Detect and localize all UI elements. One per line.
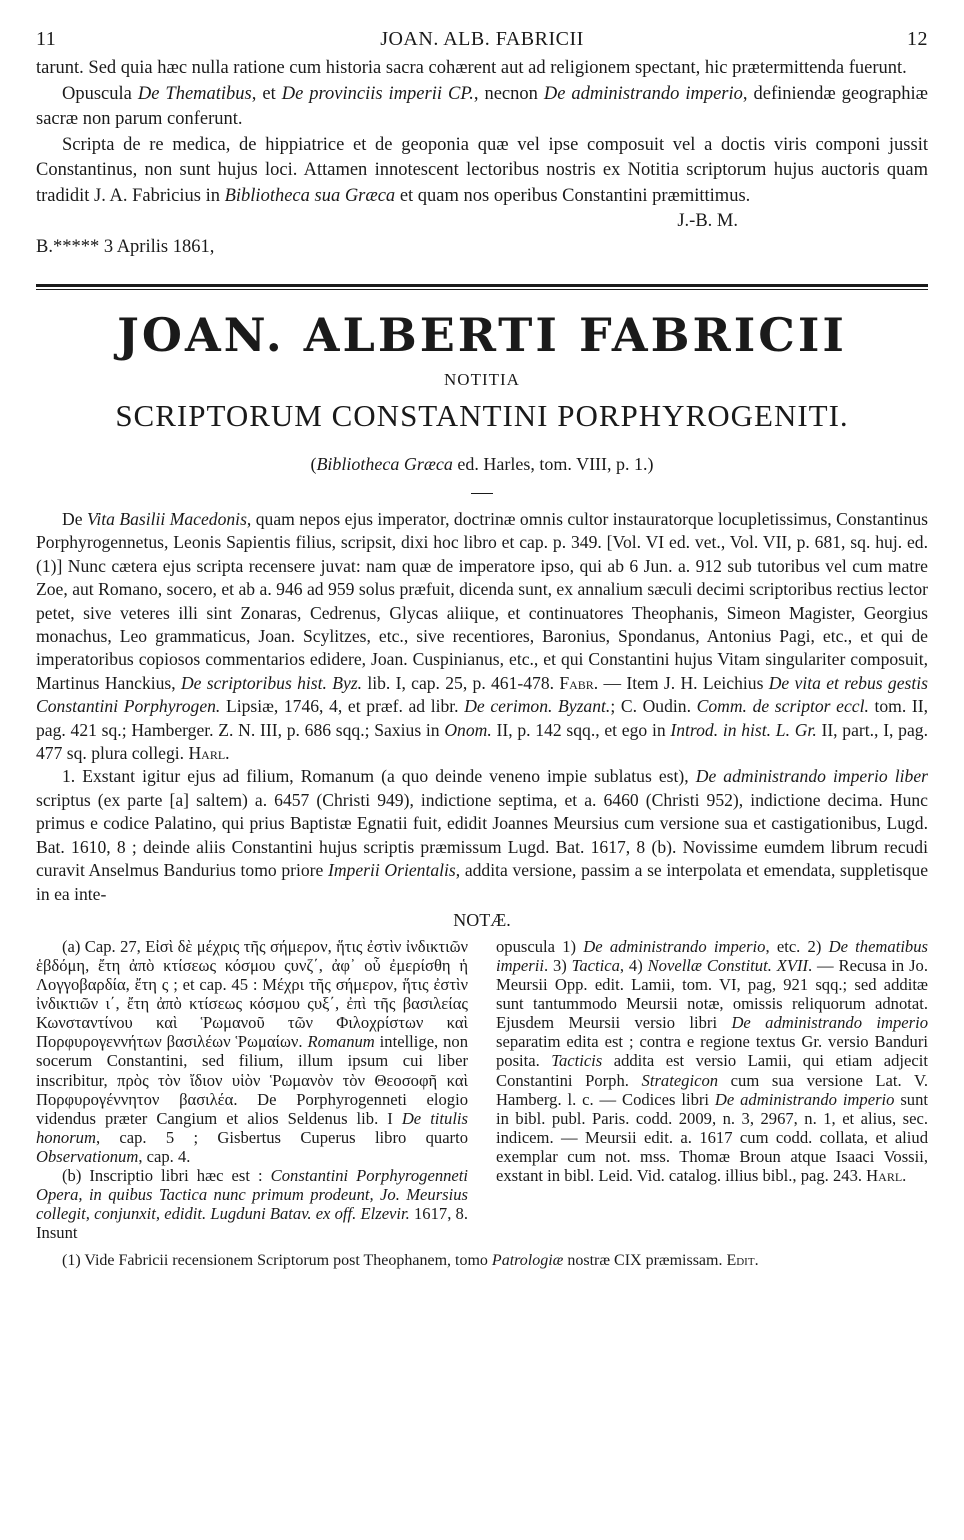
note-b-continued: opuscula 1) De administrando imperio, etc. 2) De thematibus imperii. 3) Tactica, 4) Novellæ Constitut. XVII. — Recusa in Jo. Meursii Opp. edit. Lamii, tom. VI, pag, 921 sqq.; sed additæ sunt tantummodo Meursii notæ, omissis reliquorum adnotat. Ejusdem Meursii versio libri De administrando imperio separatim edita est ; contra e regione textus Gr. versio Banduri posita. Tacticis addita est versio Lamii, qui etiam adjecit Constantini Porph. Strategicon cum sua versione Lat. V. Hamberg. l. c. — Codices libri De administrando imperio sunt in bibl. publ. Paris. codd. 2009, n. 3, 2967, n. 1, et alius, sec. indicem. — Meursii edit. a. 1617 cum codd. collata, et aliud exemplar cum not. mss. Thomæ Broun atque Isaaci Vossii, exstant in bibl. Leid. Vid. catalog. illius bibl., pag. 243. Harl.	[496, 936, 929, 1186]
notes-right-column	[496, 937, 928, 1243]
notes-columns	[36, 937, 928, 1243]
page-number-left: 11	[36, 28, 57, 50]
intro-paragraph-2: Opuscula De Thematibus, et De provinciis imperii CP., necnon De administrando imperio, definiendæ geographiæ sacræ non parum conferunt.	[36, 83, 928, 129]
intro-text	[36, 56, 928, 260]
document-page	[36, 28, 928, 1270]
main-text	[36, 508, 928, 906]
title-rule-thin	[36, 289, 928, 290]
note-a: (a) Cap. 27, Εἰσὶ δὲ μέχρις τῆς σήμερον, ἥτις ἐστὶν ἰνδικτιῶν ἑβδόμη, ἔτη ἀπὸ κτίσεως κόσμου ςυνζ΄, ἀφ᾽ οὗ ἐμερίσθη ἡ Λογγοβαρδία, ἔτη ς ; et cap. 45 : Μέχρι τῆς σήμερον, ἥτις ἐστὶν ἰνδικτιῶν ι΄, ἔτη ἀπὸ κτίσεως κόσμου ςυξ΄, ἐπὶ τῆς βασιλείας Κωνσταντίνου καὶ Ῥωμανοῦ τῶν Φιλοχρίστων καὶ Πορφυρογεννήτων βασιλέων Ῥωμαίων. Romanum intellige, non socerum Constantini, sed filium, illum ipsum cui liber inscribitur, πρὸς τὸν ἴδιον υἱὸν Ῥωμανὸν τὸν Θεοσοφῆ καὶ Πορφυρογέννητον βασιλέα. De Porphyrogenneti elogio videndus præter Cangium et alios Seldenus lib. I De titulis honorum, cap. 5 ; Gisbertus Cuperus libro quarto Observationum, cap. 4.	[36, 936, 468, 1166]
page-number-right: 12	[907, 28, 928, 50]
section-dash	[471, 493, 493, 494]
notes-left-column	[36, 937, 468, 1243]
signature: J.-B. M.	[677, 211, 738, 231]
dateline: B.***** 3 Aprilis 1861,	[36, 236, 215, 257]
work-notitia: NOTITIA	[444, 370, 520, 389]
intro-paragraph-1: tarunt. Sed quia hæc nulla ratione cum historia sacra cohærent aut ad religionem spectant, hic prætermittenda fuerunt.	[36, 58, 907, 78]
notes-heading: NOTÆ.	[453, 909, 511, 930]
source-citation: (Bibliotheca Græca ed. Harles, tom. VIII, p. 1.)	[310, 454, 654, 474]
running-title: JOAN. ALB. FABRICII	[380, 28, 584, 50]
intro-paragraph-3: Scripta de re medica, de hippiatrice et de geoponia quæ vel ipse composuit vel a doctis viris componi jussit Constantinus, non sunt hujus loci. Attamen innotescent lectoribus nostris ex Notitia scriptorum hujus auctoris quam tradidit J. A. Fabricius in Bibliotheca sua Græca et quam nos operibus Constantini præmittimus.	[36, 134, 928, 206]
work-title: JOAN. ALBERTI FABRICII	[117, 308, 847, 362]
work-subtitle: SCRIPTORUM CONSTANTINI PORPHYROGENITI.	[115, 398, 849, 433]
note-b: (b) Inscriptio libri hæc est : Constantini Porphyrogenneti Opera, in quibus Tactica nunc primum prodeunt, Jo. Meursius collegit, conjunxit, edidit. Lugduni Batav. ex off. Elzevir. 1617, 8. Insunt	[36, 1166, 469, 1243]
main-paragraph-1: De Vita Basilii Macedonis, quam nepos ejus imperator, doctrinæ omnis cultor instauratorque locupletissimus, Constantinus Porphyrogennetus, Leonis Sapientis filius, scripsit, dixi hoc libro et cap. p. 349. [Vol. VI ed. vet., Vol. VII, p. 681, sq. huj. ed. (1)] Nunc cætera ejus scripta recensere juvat: nam quæ de imperatore ipso, qui ab 6 Jun. a. 912 sub tutoribus vel cum matre Zoe, aut Romano, socero, et ab a. 946 ad 959 solus præfuit, dicenda sunt, ex annalium sæculi decimi scriptoribus rectius lector petet, sive veteres illi sint Zonaras, Cedrenus, Glycas aliique, et continuatores Theophanis, Simeon Magister, Georgius monachus, Leo grammaticus, Joan. Scylitzes, etc., sive recentiores, Baronius, Spondanus, Antonius Pagi, etc., et qui de imperatoribus copiosos commentarios edidere, Joan. Cuspinianus, etc., et qui Constantini hujus Vitam singulariter composuit, Martinus Hanckius, De scriptoribus hist. Byz. lib. I, cap. 25, p. 461-478. Fabr. — Item J. H. Leichius De vita et rebus gestis Constantini Porphyrogen. Lipsiæ, 1746, 4, et præf. ad libr. De cerimon. Byzant.; C. Oudin. Comm. de scriptor eccl. tom. II, pag. 421 sq.; Hamberger. Z. N. III, p. 686 sqq.; Saxius in Onom. II, p. 142 sqq., et ego in Introd. in hist. L. Gr. II, part., I, pag. 477 sq. plura collegi. Harl.	[36, 509, 929, 764]
footnote-1: (1) Vide Fabricii recensionem Scriptorum post Theophanem, tomo Patrologiæ nostræ CIX præmissam. Edit.	[62, 1252, 759, 1270]
main-paragraph-2: 1. Exstant igitur ejus ad filium, Romanum (a quo deinde veneno impie sublatus est), De administrando imperio liber scriptus (ex parte [a] saltem) a. 6457 (Christi 949), indictione septima, et a. 6460 (Christi 952), indictione decima. Hunc primus e codice Palatino, qui prius Baptistæ Egnatii fuit, edidit Joannes Meursius cum versione sua et castigationibus, Lugd. Bat. 1610, 8 ; deinde aliis Constantini hujus scriptis præmissum Lugd. Bat. 1617, 8 (b). Novissime eumdem librum recudi curavit Anselmus Bandurius tomo priore Imperii Orientalis, addita versione, passim a se interpolata et emendata, suppletisque in ea inte-	[36, 766, 929, 904]
title-rule	[36, 284, 928, 287]
running-header	[36, 28, 928, 56]
